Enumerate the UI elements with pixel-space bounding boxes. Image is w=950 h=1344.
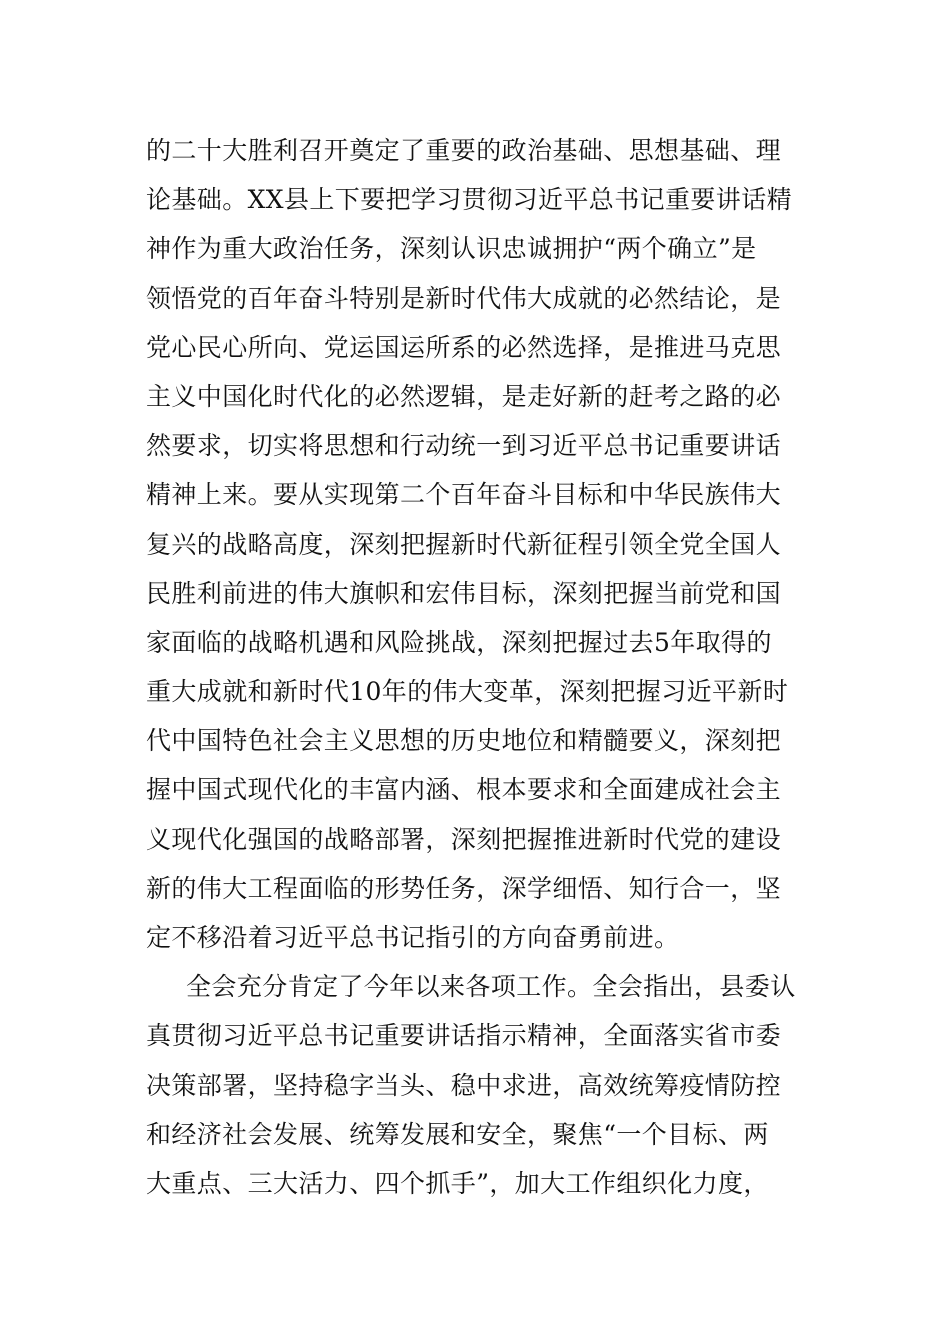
text-line: 代中国特色社会主义思想的历史地位和精髓要义，深刻把: [146, 726, 782, 756]
text-line: 然要求，切实将思想和行动统一到习近平总书记重要讲话: [146, 431, 782, 461]
text-line: 论基础。XX县上下要把学习贯彻习近平总书记重要讲话精: [146, 185, 792, 215]
text-line: 主义中国化时代化的必然逻辑，是走好新的赶考之路的必: [146, 381, 782, 411]
text-line: 家面临的战略机遇和风险挑战，深刻把握过去5年取得的: [146, 627, 772, 657]
text-line: 定不移沿着习近平总书记指引的方向奋勇前进。: [146, 923, 680, 952]
text-line: 神作为重大政治任务，深刻认识忠诚拥护“两个确立”是: [146, 234, 757, 264]
text-line: 义现代化强国的战略部署，深刻把握推进新时代党的建设: [146, 824, 782, 854]
text-line: 重大成就和新时代10年的伟大变革，深刻把握习近平新时: [146, 677, 789, 707]
text-line: 的二十大胜利召开奠定了重要的政治基础、思想基础、理: [146, 136, 782, 165]
text-line: 真贯彻习近平总书记重要讲话指示精神，全面落实省市委: [146, 1021, 782, 1051]
text-line: 新的伟大工程面临的形势任务，深学细悟、知行合一，坚: [146, 873, 782, 903]
text-line: 决策部署，坚持稳字当头、稳中求进，高效统筹疫情防控: [146, 1070, 782, 1100]
text-line: 全会充分肯定了今年以来各项工作。全会指出，县委认: [186, 972, 796, 1002]
paragraph-1: [146, 126, 826, 962]
text-line: 握中国式现代化的丰富内涵、根本要求和全面建成社会主: [146, 775, 782, 805]
text-line: 领悟党的百年奋斗特别是新时代伟大成就的必然结论，是: [146, 283, 782, 313]
text-line: 大重点、三大活力、四个抓手”，加大工作组织化力度，: [146, 1168, 769, 1198]
text-line: 党心民心所向、党运国运所系的必然选择，是推进马克思: [146, 332, 782, 362]
text-line: 精神上来。要从实现第二个百年奋斗目标和中华民族伟大: [146, 480, 782, 510]
body-text: [146, 126, 826, 1208]
text-line: 复兴的战略高度，深刻把握新时代新征程引领全党全国人: [146, 529, 782, 559]
paragraph-2: [146, 962, 826, 1208]
text-line: 和经济社会发展、统筹发展和安全，聚焦“一个目标、两: [146, 1119, 769, 1149]
text-line: 民胜利前进的伟大旗帜和宏伟目标，深刻把握当前党和国: [146, 578, 782, 608]
